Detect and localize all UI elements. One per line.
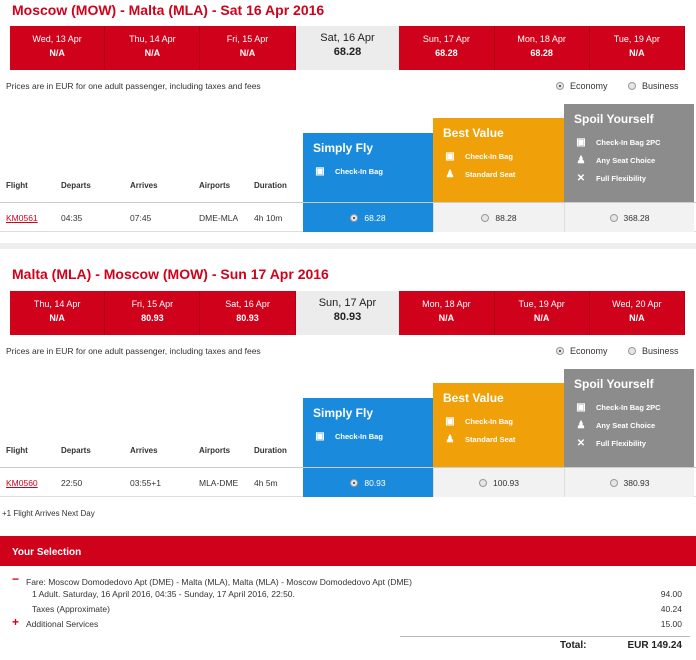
seat-icon: ♟ [445,168,455,180]
radio-icon [556,347,564,355]
inbound-day-1[interactable]: Fri, 15 Apr 80.93 [105,291,200,335]
seat-icon: ♟ [445,433,455,445]
total-value: EUR 149.24 [627,640,682,651]
business-radio[interactable]: Business [628,81,679,91]
seat-icon: ♟ [576,154,586,166]
suitcase-icon: ▣ [576,136,586,148]
simply-fly-card: Simply Fly ▣ Check-In Bag [303,133,433,203]
inbound-day-6[interactable]: Wed, 20 Apr N/A [590,291,685,335]
additional-services-label[interactable]: Additional Services [26,619,99,629]
radio-icon [350,214,358,222]
your-selection-header: Your Selection [0,536,696,566]
radio-icon [628,82,636,90]
best-value-card: Best Value ▣ Check-In Bag ♟ Standard Seat [433,118,564,203]
total-divider [400,636,690,637]
simply-fly-fare-option[interactable]: 68.28 [303,203,433,232]
taxes-amount: 40.24 [660,604,682,614]
inbound-flight-row: KM0560 22:50 03:55+1 MLA-DME 4h 5m 80.93 100.93 380.93 [0,467,696,497]
radio-icon [481,214,489,222]
spoil-yourself-fare-option[interactable]: 368.28 [564,203,694,232]
inbound-date-bar [10,291,685,335]
outbound-day-selected[interactable]: Sat, 16 Apr 68.28 [296,26,400,70]
total-label: Total: [560,640,587,651]
expand-icon[interactable]: + [12,615,20,629]
radio-icon [479,479,487,487]
outbound-day-5[interactable]: Mon, 18 Apr 68.28 [495,26,590,70]
inbound-day-5[interactable]: Tue, 19 Apr N/A [495,291,590,335]
inbound-day-selected[interactable]: Sun, 17 Apr 80.93 [296,291,400,335]
suitcase-icon: ▣ [315,165,325,177]
flight-number-link[interactable]: KM0561 [6,213,38,223]
taxes-label: Taxes (Approximate) [32,604,110,614]
outbound-day-0[interactable]: Wed, 13 Apr N/A [10,26,105,70]
collapse-icon[interactable]: − [12,572,20,586]
shuffle-icon: ✕ [576,437,586,449]
inbound-title: Malta (MLA) - Moscow (MOW) - Sun 17 Apr 2016 [12,266,329,282]
next-day-note: +1 Flight Arrives Next Day [2,509,95,518]
radio-icon [610,214,618,222]
economy-radio[interactable]: Economy [556,346,608,356]
outbound-day-6[interactable]: Tue, 19 Apr N/A [590,26,685,70]
fare-amount: 94.00 [660,589,682,599]
business-radio[interactable]: Business [628,346,679,356]
suitcase-icon: ▣ [445,415,455,427]
shuffle-icon: ✕ [576,172,586,184]
outbound-day-2[interactable]: Fri, 15 Apr N/A [200,26,295,70]
outbound-day-4[interactable]: Sun, 17 Apr 68.28 [399,26,494,70]
suitcase-icon: ▣ [315,430,325,442]
fare-line: Fare: Moscow Domodedovo Apt (DME) - Malta (MLA), Malta (MLA) - Moscow Domodedovo Apt (DME) [26,577,412,587]
radio-icon [556,82,564,90]
best-value-card: Best Value ▣ Check-In Bag ♟ Standard Seat [433,383,564,468]
inbound-day-0[interactable]: Thu, 14 Apr N/A [10,291,105,335]
best-value-fare-option[interactable]: 88.28 [433,203,564,232]
inbound-day-4[interactable]: Mon, 18 Apr N/A [399,291,494,335]
inbound-day-2[interactable]: Sat, 16 Apr 80.93 [200,291,295,335]
services-amount: 15.00 [660,619,682,629]
radio-icon [610,479,618,487]
flight-number-link[interactable]: KM0560 [6,478,38,488]
simply-fly-card: Simply Fly ▣ Check-In Bag [303,398,433,468]
spoil-yourself-card: Spoil Yourself ▣ Check-In Bag 2PC ♟ Any Seat Choice ✕ Full Flexibility [564,369,694,468]
radio-icon [350,479,358,487]
outbound-flight-row: KM0561 04:35 07:45 DME-MLA 4h 10m 68.28 88.28 368.28 [0,202,696,232]
outbound-title: Moscow (MOW) - Malta (MLA) - Sat 16 Apr 2016 [12,2,325,18]
price-note: Prices are in EUR for one adult passenger, including taxes and fees [6,81,261,91]
outbound-day-1[interactable]: Thu, 14 Apr N/A [105,26,200,70]
seat-icon: ♟ [576,419,586,431]
radio-icon [628,347,636,355]
outbound-date-bar [10,26,685,70]
suitcase-icon: ▣ [576,401,586,413]
economy-radio[interactable]: Economy [556,81,608,91]
best-value-fare-option[interactable]: 100.93 [433,468,564,497]
simply-fly-fare-option[interactable]: 80.93 [303,468,433,497]
spoil-yourself-card: Spoil Yourself ▣ Check-In Bag 2PC ♟ Any Seat Choice ✕ Full Flexibility [564,104,694,203]
fare-detail-line: 1 Adult. Saturday, 16 April 2016, 04:35 - Sunday, 17 April 2016, 22:50. [32,589,295,599]
price-note: Prices are in EUR for one adult passenger, including taxes and fees [6,346,261,356]
suitcase-icon: ▣ [445,150,455,162]
spoil-yourself-fare-option[interactable]: 380.93 [564,468,694,497]
section-divider [0,243,696,249]
